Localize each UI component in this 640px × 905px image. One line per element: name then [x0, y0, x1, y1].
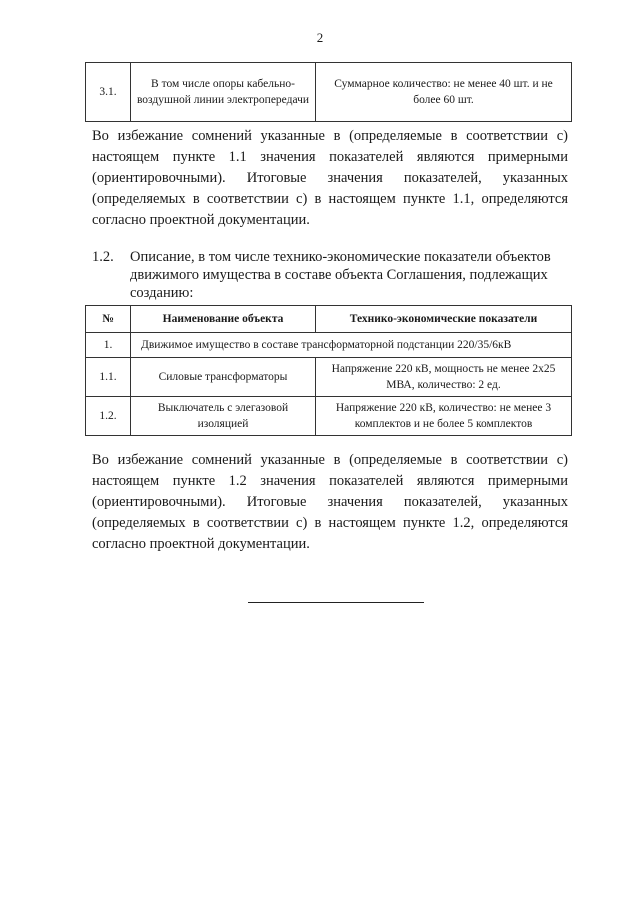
end-rule [248, 602, 424, 603]
row-number: 1.1. [86, 358, 131, 397]
object-name: Силовые трансформаторы [131, 358, 316, 397]
table-row [86, 63, 572, 122]
indicator-value: Суммарное количество: не менее 40 шт. и не более 60 шт. [316, 63, 572, 122]
paragraph-disclaimer-1-1: Во избежание сомнений указанные в (определяемые в соответствии с) настоящем пункте 1.1 значения показателей являются примерными (ориентировочными). Итоговые значения показателей, указанных (определяемых в соответствии с) в настоящем пункте 1.1, определяются согласно проектной документации. [92, 128, 568, 228]
paragraph-disclaimer-1-2: Во избежание сомнений указанные в (определяемые в соответствии с) настоящем пункте 1.2 значения показателей являются примерными (ориентировочными). Итоговые значения показателей, указанных (определяемых в соответствии с) в настоящем пункте 1.2, определяются согласно проектной документации. [92, 452, 568, 552]
indicator-value: Напряжение 220 кВ, количество: не менее 3 комплектов и не более 5 комплектов [316, 397, 572, 436]
section-title: Движимое имущество в составе трансформаторной подстанции 220/35/6кВ [131, 333, 572, 358]
section-number: 1. [86, 333, 131, 358]
section-row [86, 333, 572, 358]
indicator-value: Напряжение 220 кВ, мощность не менее 2х25 МВА, количество: 2 ед. [316, 358, 572, 397]
row-number: 3.1. [86, 63, 131, 122]
table-row [86, 358, 572, 397]
page-number: 2 [316, 30, 324, 45]
header-object-name: Наименование объекта [131, 306, 316, 333]
object-name: Выключатель с элегазовой изоляцией [131, 397, 316, 436]
item-description: Описание, в том числе технико-экономические показатели объектов движимого имущества в составе объекта Соглашения, подлежащих созданию: [130, 249, 551, 301]
item-number: 1.2. [92, 249, 114, 265]
header-number: № [86, 306, 131, 333]
header-indicators: Технико-экономические показатели [316, 306, 572, 333]
table-row [86, 397, 572, 436]
continued-table [85, 62, 572, 122]
row-number: 1.2. [86, 397, 131, 436]
objects-table [85, 305, 572, 436]
table-header-row [86, 306, 572, 333]
object-name: В том числе опоры кабельно-воздушной линии электропередачи [131, 63, 316, 122]
